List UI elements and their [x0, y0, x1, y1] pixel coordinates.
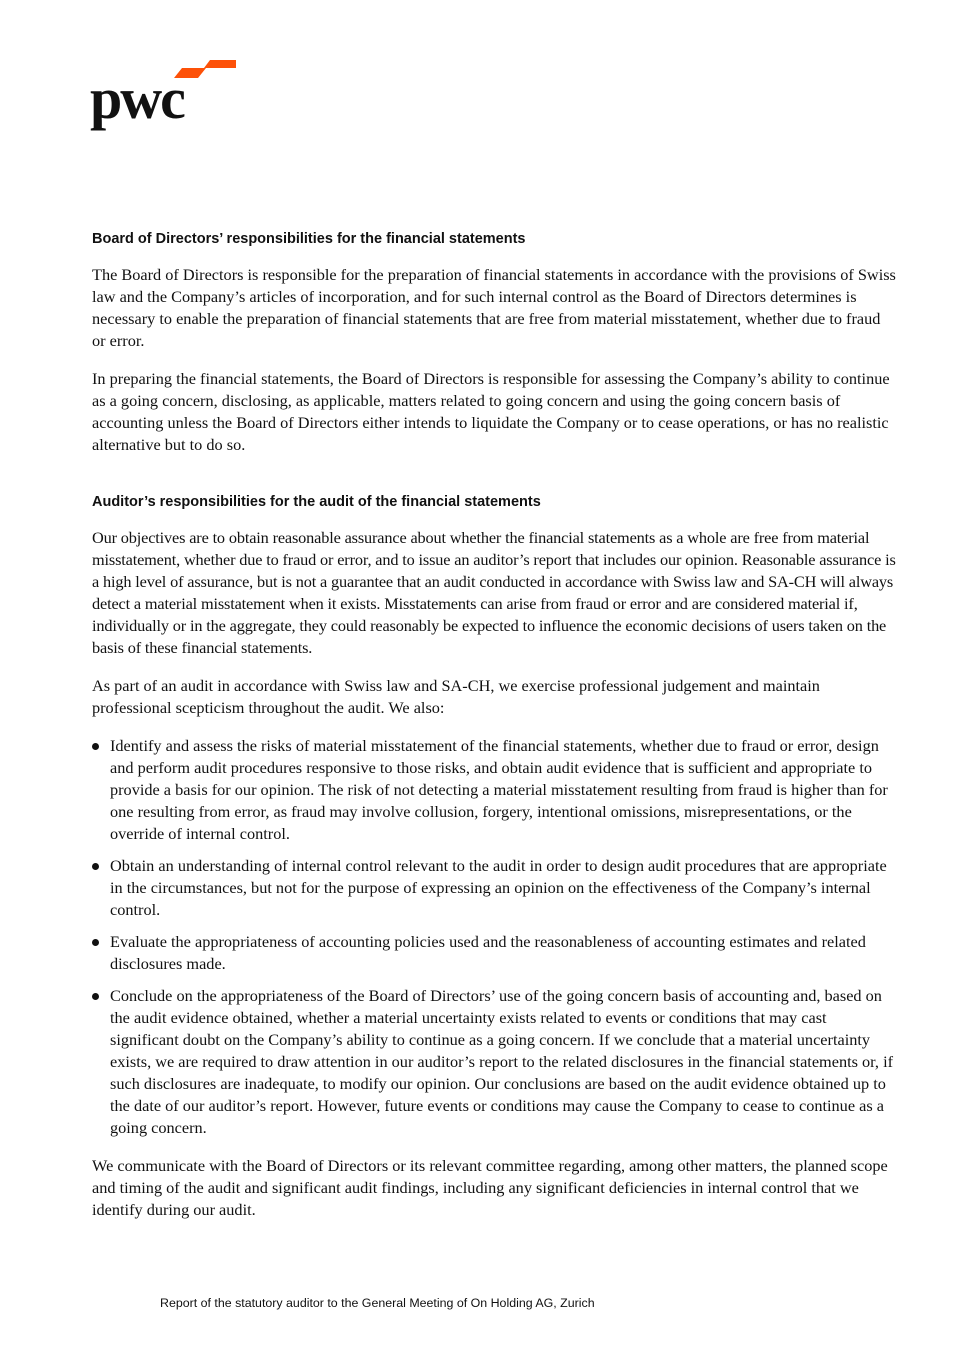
list-item-text: Conclude on the appropriateness of the Board of Directors’ use of the going concern basis of accounting and, based on the audit evidence obtained, whether a material uncertainty exists related to events or conditions that may cast significant doubt on the Company’s ability to continue as a going concern. If we conclude that a material uncertainty exists, we are required to draw attention in our auditor’s report to the related disclosures in the financial statements or, if such disclosures are inadequate, to modify our opinion. Our conclusions are based on the audit evidence obtained up to the date of our auditor’s report. However, future events or conditions may cause the Company to cease to continue as a going concern.: [110, 986, 894, 1137]
pwc-logo-mark-icon: [90, 58, 240, 134]
bullet-icon: [92, 993, 99, 1000]
list-item: [92, 985, 898, 1139]
list-item-text: Obtain an understanding of internal control relevant to the audit in order to design audit procedures that are appropriate in the circumstances, but not for the purpose of expressing an opinion on the effectiveness of the Company’s internal control.: [110, 856, 887, 919]
list-item-text: Evaluate the appropriateness of accounting policies used and the reasonableness of accounting estimates and related disclosures made.: [110, 932, 866, 973]
document-body: [92, 229, 898, 1237]
page-footer: Report of the statutory auditor to the General Meeting of On Holding AG, Zurich: [160, 1296, 595, 1310]
closing-paragraph: We communicate with the Board of Directors or its relevant committee regarding, among other matters, the planned scope and timing of the audit and significant audit findings, including any significant deficiencies in internal control that we identify during our audit.: [92, 1156, 888, 1219]
list-item-text: Identify and assess the risks of material misstatement of the financial statements, whether due to fraud or error, design and perform audit procedures responsive to those risks, and obtain audit evidence that is sufficient and appropriate to provide a basis for our opinion. The risk of not detecting a material misstatement resulting from fraud is higher than for one resulting from error, as fraud may involve collusion, forgery, intentional omissions, misrepresentations, or the override of internal control.: [110, 736, 888, 843]
paragraph: Our objectives are to obtain reasonable assurance about whether the financial statements as a whole are free from material misstatement, whether due to fraud or error, and to issue an auditor’s report that includes our opinion. Reasonable assurance is a high level of assurance, but is not a guarantee that an audit conducted in accordance with Swiss law and SA-CH will always detect a material misstatement when it exists. Misstatements can arise from fraud or error and are considered material if, individually or in the aggregate, they could reasonably be expected to influence the economic decisions of users taken on the basis of these financial statements.: [92, 528, 896, 657]
paragraph: The Board of Directors is responsible for the preparation of financial statements in accordance with the provisions of Swiss law and the Company’s articles of incorporation, and for such internal control as the Board of Directors determines is necessary to enable the preparation of financial statements that are free from material misstatement, whether due to fraud or error.: [92, 265, 896, 350]
section-heading-board-responsibilities: Board of Directors’ responsibilities for the financial statements: [92, 231, 526, 247]
bullet-icon: [92, 863, 99, 870]
svg-text:pwc: pwc: [90, 66, 184, 131]
list-item: [92, 735, 898, 845]
bullet-list: [92, 735, 898, 1139]
list-item: [92, 855, 898, 921]
bullet-icon: [92, 939, 99, 946]
list-item: [92, 931, 898, 975]
section-spacer: [92, 472, 898, 492]
paragraph: As part of an audit in accordance with Swiss law and SA-CH, we exercise professional judgement and maintain professional scepticism throughout the audit. We also:: [92, 676, 820, 717]
bullet-icon: [92, 743, 99, 750]
paragraph: In preparing the financial statements, the Board of Directors is responsible for assessing the Company’s ability to continue as a going concern, disclosing, as applicable, matters related to going concern and using the going concern basis of accounting unless the Board of Directors either intends to liquidate the Company or to cease operations, or has no realistic alternative but to do so.: [92, 369, 890, 454]
section-heading-auditor-responsibilities: Auditor’s responsibilities for the audit of the financial statements: [92, 494, 541, 510]
pwc-logo: [90, 58, 240, 134]
